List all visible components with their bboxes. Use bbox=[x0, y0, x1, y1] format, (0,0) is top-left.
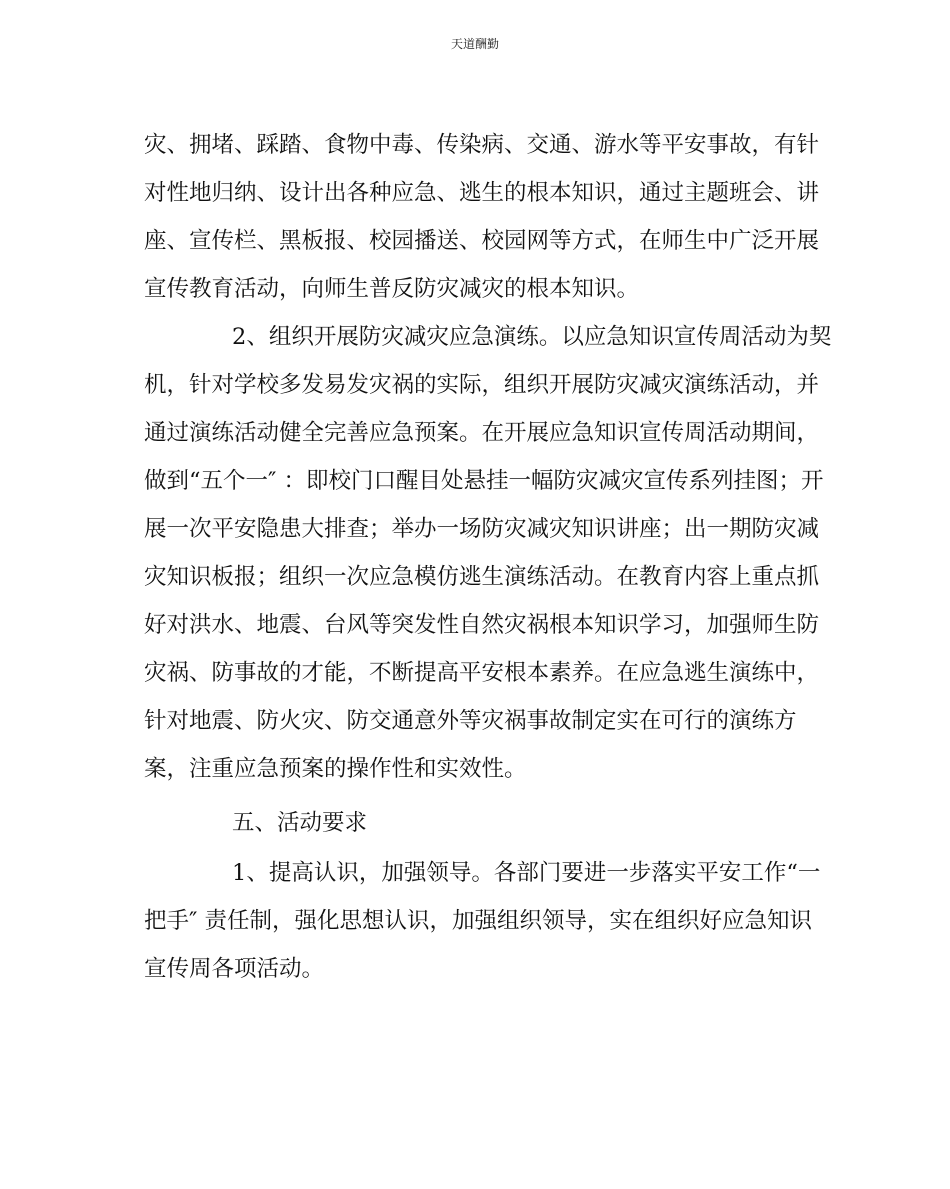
text-line: 灾、拥堵、踩踏、食物中毒、传染病、交通、游水等平安事故，有针 bbox=[144, 132, 820, 158]
section-heading: 五、活动要求 bbox=[232, 810, 368, 836]
text-line: 把手″ 责任制，强化思想认识，加强组织领导，实在组织好应急知识 bbox=[144, 908, 813, 934]
text-line: 座、宣传栏、黑板报、校园播送、校园网等方式，在师生中广泛开展 bbox=[144, 228, 820, 254]
text-line: 1、提高认识，加强领导。各部门要进一步落实平安工作“一 bbox=[232, 860, 821, 886]
text-line: 宣传教育活动，向师生普反防灾减灾的根本知识。 bbox=[144, 276, 640, 302]
text-line: 灾祸、防事故的才能，不断提高平安根本素养。在应急逃生演练中， bbox=[144, 660, 820, 686]
text-line: 做到“五个一″ ：即校门口醒目处悬挂一幅防灾减灾宣传系列挂图；开 bbox=[144, 468, 824, 494]
text-line: 案，注重应急预案的操作性和实效性。 bbox=[144, 756, 527, 782]
text-line: 宣传周各项活动。 bbox=[144, 956, 325, 982]
text-line: 展一次平安隐患大排查；举办一场防灾减灾知识讲座；出一期防灾减 bbox=[144, 516, 820, 542]
page-header: 天道酬勤 bbox=[450, 37, 499, 51]
text-line: 机，针对学校多发易发灾祸的实际，组织开展防灾减灾演练活动，并 bbox=[144, 372, 820, 398]
text-line: 针对地震、防火灾、防交通意外等灾祸事故制定实在可行的演练方 bbox=[144, 708, 797, 734]
text-line: 对性地归纳、设计出各种应急、逃生的根本知识，通过主题班会、讲 bbox=[144, 180, 820, 206]
text-line: 灾知识板报；组织一次应急模仿逃生演练活动。在教育内容上重点抓 bbox=[144, 564, 820, 590]
text-line: 好对洪水、地震、台风等突发性自然灾祸根本知识学习，加强师生防 bbox=[144, 612, 820, 638]
text-line: 2、组织开展防灾减灾应急演练。以应急知识宣传周活动为契 bbox=[232, 324, 832, 350]
text-line: 通过演练活动健全完善应急预案。在开展应急知识宣传周活动期间， bbox=[144, 420, 820, 446]
